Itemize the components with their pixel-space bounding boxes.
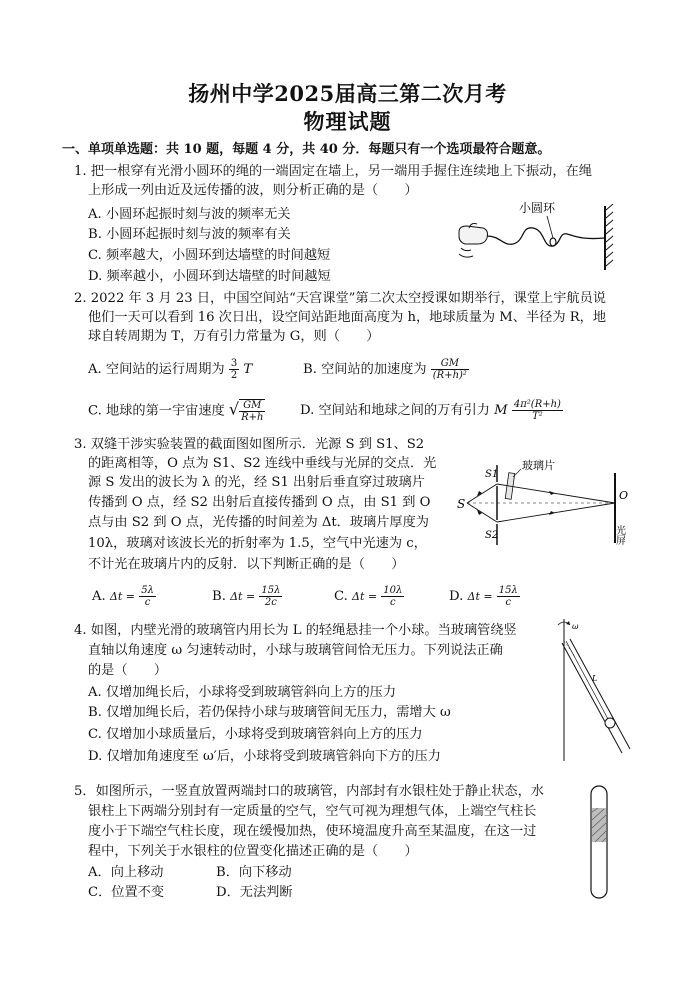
- q4-stem-line3: 的是（ ）: [88, 663, 168, 678]
- q3-option-d: D. Δt = $\frac{15\lambda}{c}$: [449, 585, 518, 608]
- q4-rotating-tube-figure: [552, 615, 637, 765]
- q3-source-label: S: [457, 497, 466, 511]
- q4-stem-line1: 4. 如图，内壁光滑的玻璃管内用长为 L 的轻绳悬挂一个小球。当玻璃管绕竖: [74, 623, 517, 638]
- q1-ring-label: 小圆环: [519, 201, 556, 215]
- q2-option-a: A. 空间站的运行周期为 $\frac{3}{2}$ T: [88, 358, 253, 381]
- q1-stem-line2: 上形成一列由近及远传播的波，则分析正确的是（ ）: [88, 183, 418, 198]
- q1-option-c: C. 频率越大，小圆环到达墙壁的时间越短: [88, 248, 331, 263]
- q2-option-d: D. 空间站和地球之间的万有引力 M $\frac{\text{4π²(R+h)}}{\text{T²}}$: [300, 399, 561, 422]
- q5-stem-line1: 5．如图所示，一竖直放置两端封口的玻璃管，内部封有水银柱处于静止状态，水: [74, 784, 544, 799]
- q2-option-c: C. 地球的第一宇宙速度 √ $\frac{GM}{R+h}$: [88, 399, 264, 423]
- q2-c-fraction: $\frac{GM}{R+h}$: [241, 400, 264, 423]
- q1-wave-figure: [455, 196, 620, 274]
- q5-option-a: A．向上移动: [88, 865, 164, 880]
- q3-s2-label: S2: [485, 530, 499, 541]
- q4-stem-line2: 直轴以角速度 ω 匀速转动时，小球与玻璃管间恰无压力。下列说法正确: [88, 643, 503, 658]
- q3-double-slit-figure: [455, 455, 635, 555]
- q2-b-fraction: $\frac{GM}{\text{(R+h)²}}$: [432, 358, 467, 381]
- q3-stem-line2: 的距离相等，O 点为 S1、S2 连线中垂线与光屏的交点．光: [88, 456, 437, 471]
- q2-stem-line3: 球自转周期为 T，万有引力常量为 G，则（ ）: [88, 329, 380, 344]
- q3-stem-line3: 源 S 发出的波长为 λ 的光，经 S1 出射后垂直穿过玻璃片: [88, 475, 425, 490]
- q3-a-fraction: $\frac{5\lambda}{c}$: [141, 585, 154, 608]
- q5-option-c: C．位置不变: [88, 885, 165, 900]
- q3-stem-line1: 3. 双缝干涉实验装置的截面图如图所示．光源 S 到 S1、S2: [74, 437, 425, 452]
- q3-option-b: B. Δt = $\frac{15\lambda}{2c}$: [212, 585, 281, 608]
- q5-option-d: D．无法判断: [216, 885, 293, 900]
- q3-b-fraction: $\frac{15\lambda}{2c}$: [261, 585, 281, 608]
- q2-d-fraction: $\frac{\text{4π²(R+h)}}{\text{T²}}$: [513, 399, 561, 422]
- q2-option-b: B. 空间站的加速度为 $\frac{GM}{\text{(R+h)²}}$: [303, 358, 467, 381]
- q3-glass-label: 玻璃片: [522, 459, 555, 472]
- q3-stem-line6: 10λ，玻璃对该波长光的折射率为 1.5，空气中光速为 c，: [88, 536, 427, 551]
- q1-stem-line1: 1. 把一根穿有光滑小圆环的绳的一端固定在墙上，另一端用手握住连续地上下振动，在绳: [74, 164, 592, 179]
- q4-option-d: D. 仅增加角速度至 ω′后，小球将受到玻璃管斜向下方的压力: [88, 749, 441, 764]
- q4-option-c: C. 仅增加小球质量后，小球将受到玻璃管斜向上方的压力: [88, 727, 423, 742]
- q5-stem-line4: 程中，下列关于水银柱的位置变化描述正确的是（ ）: [88, 844, 418, 859]
- q5-option-b: B．向下移动: [216, 865, 292, 880]
- svg-text:L: L: [592, 674, 598, 683]
- exam-subtitle: 物理试题: [303, 109, 392, 134]
- q5-mercury-tube-figure: [585, 782, 615, 902]
- q4-option-a: A. 仅增加绳长后，小球将受到玻璃管斜向上方的压力: [88, 685, 397, 700]
- q2-a-fraction: $\frac{3}{2}$: [230, 358, 238, 381]
- q3-stem-line7: 不计光在玻璃片内的反射．以下判断正确的是（ ）: [88, 557, 405, 572]
- q3-c-fraction: $\frac{10\lambda}{c}$: [383, 585, 403, 608]
- q3-option-a: A. Δt = $\frac{5\lambda}{c}$: [92, 585, 154, 608]
- q1-option-a: A. 小圆环起振时刻与波的频率无关: [88, 207, 291, 222]
- section-heading: 一、单项单选题：共 10 题，每题 4 分，共 40 分．每题只有一个选项最符合题意。: [62, 142, 551, 157]
- svg-text:ω: ω: [572, 622, 579, 631]
- q1-option-d: D. 频率越小，小圆环到达墙壁的时间越短: [88, 269, 331, 284]
- q5-stem-line2: 银柱上下两端分别封有一定质量的空气，空气可视为理想气体，上端空气柱长: [88, 804, 537, 819]
- q2-stem-line2: 他们一天可以看到 16 次日出，设空间站距地面高度为 h，地球质量为 M、半径为 R，地: [88, 310, 607, 325]
- q3-stem-line4: 传播到 O 点，经 S2 出射后直接传播到 O 点，由 S1 到 O: [88, 495, 431, 510]
- q3-s1-label: S1: [485, 469, 499, 480]
- q2-stem-line1: 2. 2022 年 3 月 23 日，中国空间站“天宫课堂”第二次太空授课如期举行，课堂上宇航员说: [74, 291, 606, 306]
- q3-option-c: C. Δt = $\frac{10\lambda}{c}$: [334, 585, 403, 608]
- q3-o-label: O: [619, 489, 629, 502]
- q1-option-b: B. 小圆环起振时刻与波的频率有关: [88, 227, 291, 242]
- q3-screen-label: 光屏: [613, 525, 625, 545]
- q5-stem-line3: 度小于下端空气柱长度，现在缓慢加热，使环境温度升高至某温度，在这一过: [88, 824, 537, 839]
- exam-title: 扬州中学2025届高三第二次月考: [188, 81, 507, 106]
- q4-option-b: B. 仅增加绳长后，若仍保持小球与玻璃管间无压力，需增大 ω: [88, 705, 451, 720]
- q3-d-fraction: $\frac{15\lambda}{c}$: [498, 585, 518, 608]
- q3-stem-line5: 点与由 S2 到 O 点，光传播的时间差为 Δt．玻璃片厚度为: [88, 515, 429, 530]
